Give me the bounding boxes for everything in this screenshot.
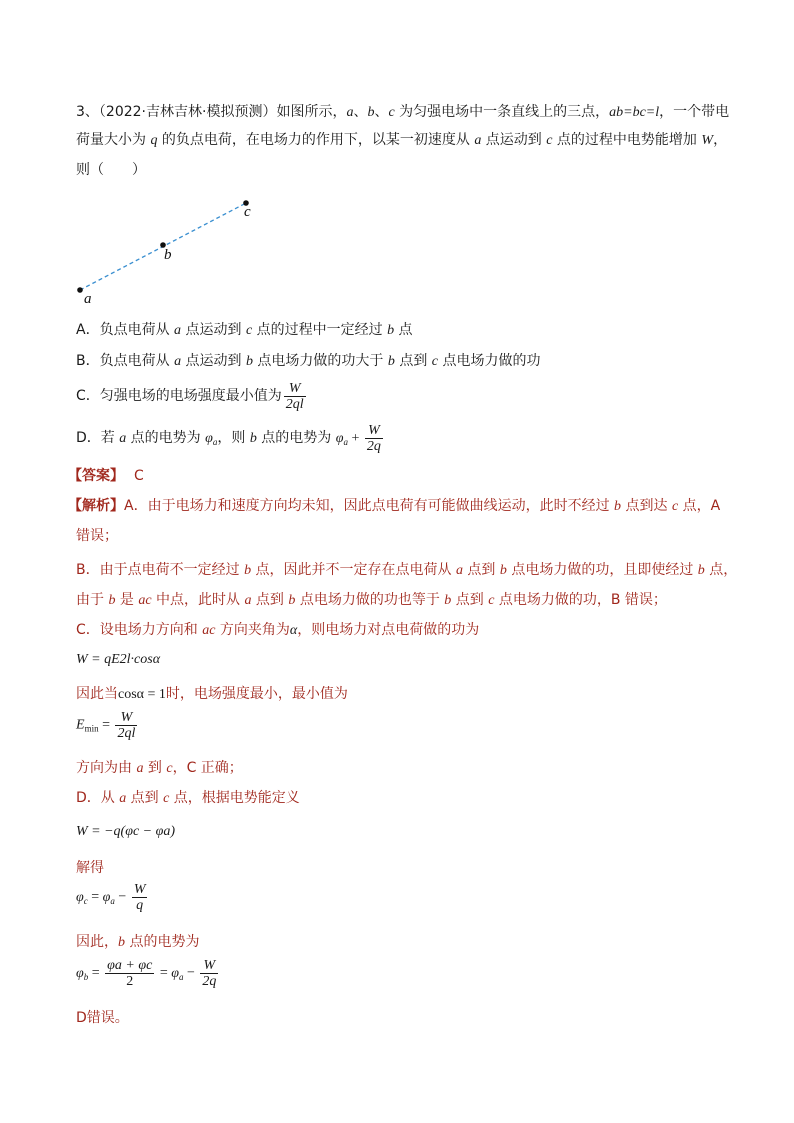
text: 点到 xyxy=(451,592,489,608)
segment-ac: ac xyxy=(138,593,152,608)
numerator: W xyxy=(200,958,218,974)
phi-a: $\varphi_a$ xyxy=(335,431,348,447)
point-b: b xyxy=(499,563,507,578)
text: ，C 正确； xyxy=(172,760,243,776)
text: 点的电势为 xyxy=(256,430,336,446)
text: 点 xyxy=(394,322,413,338)
text: 点电场力做的功，且即使经过 xyxy=(506,562,698,578)
analysis-d-line3 xyxy=(76,932,726,953)
numerator: φa + φc xyxy=(107,958,153,973)
text: 方向为由 xyxy=(76,760,137,776)
question-line-1 xyxy=(76,102,730,123)
point-a: a xyxy=(346,105,354,120)
text: C．匀强电场的电场强度最小值为 xyxy=(76,388,282,404)
text: 、 xyxy=(374,104,389,120)
text: 点的电势为 xyxy=(125,934,200,950)
point-b: b xyxy=(108,593,116,608)
text: 、 xyxy=(353,104,368,120)
text: ， xyxy=(713,132,728,148)
text: 点的过程中一定经过 xyxy=(252,322,388,338)
denominator: 2q xyxy=(202,974,217,989)
numerator: W xyxy=(365,423,383,439)
point-a: a xyxy=(244,593,252,608)
text: 到 xyxy=(143,760,167,776)
denominator: 2ql xyxy=(117,726,136,741)
point-a-dot xyxy=(77,287,83,293)
point-a: a xyxy=(119,791,127,806)
subscript: min xyxy=(84,723,99,734)
analysis-a-line2: 错误； xyxy=(76,528,118,544)
condition: cosα = 1 xyxy=(118,687,166,702)
numerator: W xyxy=(133,882,146,897)
point-a: a xyxy=(136,761,144,776)
equation-work: W = qE2l·cosα xyxy=(76,652,161,667)
text: 的负点电荷，在电场力的作用下，以某一初速度从 xyxy=(157,132,475,148)
analysis-label: 【解析】 xyxy=(68,498,124,514)
text: ，则电场力对点电荷做的功为 xyxy=(297,622,480,638)
figure-line-abc xyxy=(60,190,280,310)
text: 点，A xyxy=(678,498,721,514)
analysis-c-line2 xyxy=(76,684,726,705)
relation: ab=bc=l xyxy=(609,105,660,120)
point-c: c xyxy=(166,761,173,776)
option-a xyxy=(76,320,726,341)
point-a: a xyxy=(474,133,482,148)
fraction-w2q xyxy=(200,958,218,989)
point-b: b xyxy=(444,593,452,608)
numerator: W xyxy=(115,710,137,726)
charge-q: q xyxy=(150,133,158,148)
point-b: b xyxy=(387,323,395,338)
point-b: b xyxy=(614,499,622,514)
text: D．若 xyxy=(76,430,120,446)
point-b: b xyxy=(288,593,296,608)
text: 点运动到 xyxy=(181,322,246,338)
text: 点电场力做的功 xyxy=(438,353,541,369)
text: 点电场力做的功大于 xyxy=(252,353,388,369)
label-b: b xyxy=(164,247,172,263)
text: 点，因此并不一定存在点电荷从 xyxy=(251,562,456,578)
point-a: a xyxy=(119,431,127,446)
text: A．由于电场力和速度方向均未知，因此点电荷有可能做曲线运动，此时不经过 xyxy=(124,498,615,514)
point-c: c xyxy=(431,354,438,369)
analysis-b-line2 xyxy=(76,590,726,611)
point-a: a xyxy=(174,323,182,338)
text: B．负点电荷从 xyxy=(76,353,175,369)
text: C．设电场力方向和 xyxy=(76,622,203,638)
denominator: 2ql xyxy=(285,396,304,412)
text: 点到 xyxy=(251,592,289,608)
text: 点到 xyxy=(394,353,432,369)
question-line-2 xyxy=(76,130,726,151)
point-c: c xyxy=(546,133,553,148)
text: 因此， xyxy=(76,934,118,950)
text: 点运动到 xyxy=(181,353,246,369)
denominator: 2 xyxy=(126,974,134,989)
text: B．由于点电荷不一定经过 xyxy=(76,562,245,578)
analysis-c-line3 xyxy=(76,758,726,779)
option-c xyxy=(76,378,726,414)
text: 点的过程中电势能增加 xyxy=(552,132,702,148)
equation-energy: W = −q(φc − φa) xyxy=(76,824,176,839)
answer-line xyxy=(68,466,718,486)
text: 点到达 xyxy=(621,498,672,514)
point-b: b xyxy=(387,354,395,369)
text: 点运动到 xyxy=(481,132,547,148)
text: 荷量大小为 xyxy=(76,132,151,148)
point-a: a xyxy=(455,563,463,578)
alpha: α xyxy=(289,623,298,638)
analysis-d-conclusion: D错误。 xyxy=(76,1010,129,1026)
text: 方向夹角为 xyxy=(215,622,290,638)
denominator: q xyxy=(136,898,144,913)
fraction-d xyxy=(365,423,383,454)
text: 点电场力做的功也等于 xyxy=(295,592,445,608)
question-line-3: 则（ ） xyxy=(76,162,146,178)
equation-emin: $E_{min}$ = $\frac{W}{2ql}$ xyxy=(76,710,136,741)
point-a: a xyxy=(174,354,182,369)
text: 点到 xyxy=(126,790,164,806)
text: 中点，此时从 xyxy=(151,592,245,608)
point-b: b xyxy=(244,563,252,578)
analysis-a-line1 xyxy=(68,496,721,517)
analysis-c-line1 xyxy=(76,620,726,641)
text: ，则 xyxy=(217,430,250,446)
e-symbol: E xyxy=(76,717,85,733)
point-c: c xyxy=(388,105,395,120)
text: D．从 xyxy=(76,790,120,806)
fraction-c xyxy=(284,381,306,412)
answer-label: 【答案】 xyxy=(68,468,124,484)
analysis-d-line1 xyxy=(76,788,726,809)
point-b: b xyxy=(118,935,125,950)
text: A．负点电荷从 xyxy=(76,322,175,338)
work-W: W xyxy=(701,133,714,148)
point-b: b xyxy=(367,105,375,120)
point-c: c xyxy=(488,593,495,608)
label-a: a xyxy=(84,291,92,307)
label-c: c xyxy=(244,204,251,220)
text: 点， xyxy=(704,562,738,578)
text: 因此当 xyxy=(76,686,118,702)
fraction-phi-c xyxy=(132,882,148,913)
point-b: b xyxy=(697,563,705,578)
option-b xyxy=(76,351,726,372)
text: 是 xyxy=(115,592,139,608)
point-b: b xyxy=(245,354,253,369)
text: 点的电势为 xyxy=(126,430,206,446)
point-c: c xyxy=(245,323,253,338)
equation-phi-c: $\varphi_c = \varphi_a$ − $\frac{W}{q}$ xyxy=(76,882,146,913)
text: 为匀强电场中一条直线上的三点， xyxy=(394,104,610,120)
text: ，一个带电 xyxy=(659,104,730,120)
numerator: W xyxy=(284,381,306,397)
question-number: 3、 xyxy=(76,104,99,120)
question-source: （2022·吉林吉林·模拟预测） xyxy=(98,104,277,120)
segment-ac: ac xyxy=(202,623,216,638)
text: 点电场力做的功，B 错误； xyxy=(494,592,667,608)
point-b: b xyxy=(249,431,257,446)
point-c: c xyxy=(671,499,679,514)
fraction-avg xyxy=(105,958,154,989)
fraction-emin xyxy=(115,710,137,741)
analysis-b-line1 xyxy=(76,560,738,581)
text: 时，电场强度最小，最小值为 xyxy=(165,686,348,702)
option-d: D．若 a 点的电势为 $\varphi_a$，则 b 点的电势为 $\varphi_a$ + $\frac{W}{2q}$ xyxy=(76,422,381,454)
text: 点到 xyxy=(462,562,500,578)
text: 点，根据电势能定义 xyxy=(169,790,300,806)
solve-label: 解得 xyxy=(76,860,104,876)
answer-value: C xyxy=(134,468,144,484)
text: 由于 xyxy=(76,592,109,608)
denominator: 2q xyxy=(366,438,381,454)
phi-a: $\varphi_a$ xyxy=(205,431,218,447)
point-c: c xyxy=(163,791,170,806)
text: 如图所示， xyxy=(276,104,347,120)
equation-phi-b: $\varphi_b$ = $\frac{\varphi a + \varphi c}{2}$ = $\varphi_a$ − $\frac{W}{2q}$ xyxy=(76,958,217,989)
